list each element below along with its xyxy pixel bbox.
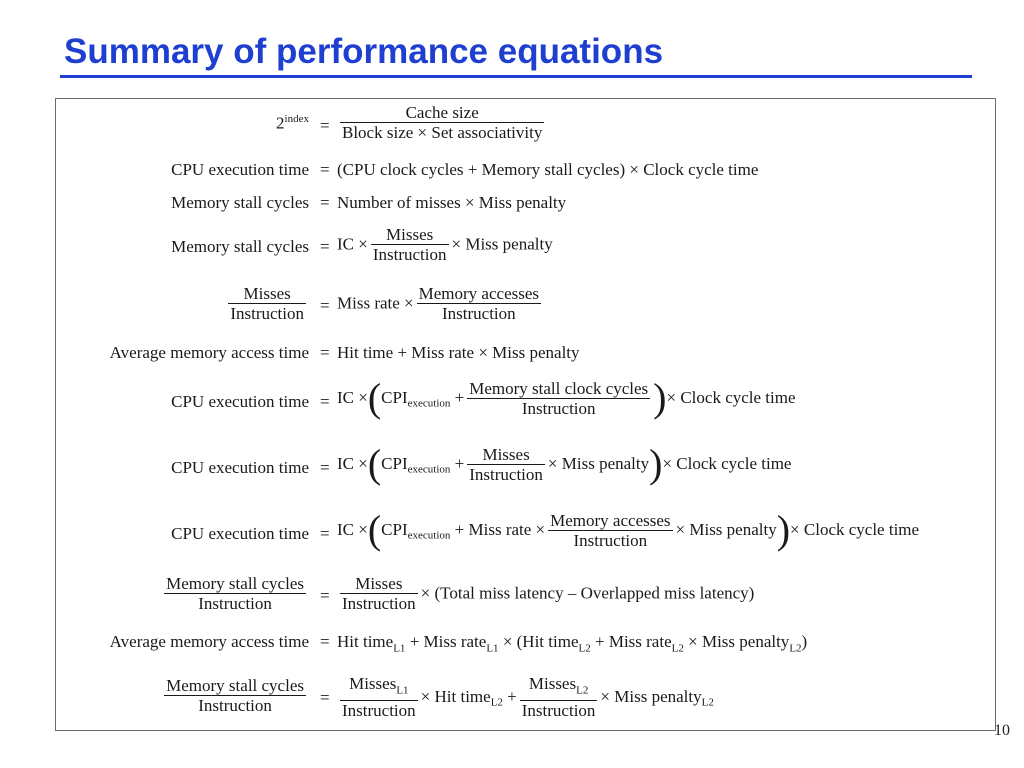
eq-rhs: Number of misses × Miss penalty	[337, 193, 567, 212]
eq-lhs: CPU execution time	[171, 524, 309, 543]
eq-rhs: IC $\times(CPI_{execution}$ + $\frac{\text{Memory stall clock cycles}}{\text{Instruction}}$ )× Clock cycle time	[337, 375, 796, 420]
eq-lhs: CPU execution time	[171, 160, 309, 179]
equation-misses-per-instruction	[0, 284, 1024, 328]
fraction: $\frac{\text{Misses}}{\text{Instruction}}$	[230, 284, 304, 323]
equals-sign: =	[320, 160, 330, 179]
fraction: $\frac{\text{Misses}}{\text{Instruction}}$	[372, 225, 447, 264]
eq-rhs: Hit time$_{L1}$ + Miss rate$_{L1}$ × (Hit time$_{L2}$ + Miss rate$_{L2}$ × Miss penalty$_{L2}$)	[337, 632, 808, 655]
equation-stall-two-level	[0, 674, 1024, 722]
equation-cpu-time-1	[0, 160, 1024, 182]
eq-lhs	[225, 284, 309, 323]
equation-cpu-time-4	[0, 507, 1024, 560]
equation-amat-1	[0, 343, 1024, 365]
equals-sign: =	[320, 688, 330, 707]
eq-lhs: $2^{index}$	[276, 113, 309, 133]
equals-sign: =	[320, 237, 330, 256]
fraction: $\frac{\text{Cache size}}{\text{Block size × Set associativity}}$	[342, 103, 543, 142]
eq-rhs	[337, 103, 547, 142]
fraction: $\frac{\text{Misses}}{\text{Instruction}}$	[469, 444, 543, 484]
fraction: $\frac{\text{Misses}}{\text{Instruction}}$	[342, 574, 416, 613]
eq-rhs: IC × $\frac{\text{Misses}}{\text{Instruction}}$ × Miss penalty	[337, 225, 553, 264]
eq-rhs: $\frac{Misses_{L1}}{\text{Instruction}}$ × Hit time$_{L2}$ + $\frac{Misses_{L2}}{\text{Instruction}}$ × Miss penalty$_{L2}$	[342, 674, 714, 721]
eq-rhs: (CPU clock cycles + Memory stall cycles) × Clock cycle time	[337, 160, 759, 179]
title-underline	[60, 75, 972, 78]
equals-sign: =	[320, 116, 330, 135]
equation-stall-latency	[0, 574, 1024, 618]
fraction: $\frac{\text{Memory accesses}}{\text{Instruction}}$	[418, 284, 540, 323]
equals-sign: =	[320, 458, 330, 477]
page-number: 10	[994, 722, 1010, 739]
equals-sign: =	[320, 586, 330, 605]
fraction: $\frac{Misses_{L1}}{\text{Instruction}}$	[342, 674, 416, 721]
equation-index-bits	[0, 103, 1024, 147]
eq-rhs: Hit time + Miss rate × Miss penalty	[337, 343, 580, 362]
fraction: $\frac{\text{Memory stall cycles}}{\text{Instruction}}$	[166, 676, 304, 715]
eq-rhs: IC $\times(CPI_{execution}$ + $\frac{\text{Misses}}{\text{Instruction}}$ × Miss penalty)× Clock cycle time	[337, 441, 792, 486]
equals-sign: =	[320, 524, 330, 543]
eq-lhs: CPU execution time	[171, 392, 309, 411]
equals-sign: =	[320, 392, 330, 411]
fraction: $\frac{\text{Memory stall cycles}}{\text{Instruction}}$	[166, 574, 304, 613]
eq-rhs: IC $\times(CPI_{execution}$ + Miss rate × $\frac{\text{Memory accesses}}{\text{Instruction}}$ × Miss penalty)× Clock cycle time	[337, 507, 920, 552]
eq-lhs: Memory stall cycles	[171, 193, 309, 212]
eq-lhs: Average memory access time	[109, 632, 309, 651]
equation-memory-stall-1	[0, 193, 1024, 215]
equation-amat-2	[0, 632, 1024, 656]
fraction: $\frac{\text{Memory accesses}}{\text{Instruction}}$	[550, 510, 671, 550]
eq-rhs: Miss rate × $\frac{\text{Memory accesses}}{\text{Instruction}}$	[337, 284, 540, 323]
eq-rhs: $\frac{\text{Misses}}{\text{Instruction}}$ × (Total miss latency – Overlapped miss latency)	[342, 574, 755, 613]
equals-sign: =	[320, 632, 330, 651]
equals-sign: =	[320, 296, 330, 315]
eq-lhs	[161, 676, 309, 715]
fraction: $\frac{\text{Memory stall clock cycles}}{\text{Instruction}}$	[469, 378, 649, 418]
equation-cpu-time-3	[0, 441, 1024, 494]
equals-sign: =	[320, 343, 330, 362]
eq-lhs	[161, 574, 309, 613]
eq-lhs: CPU execution time	[171, 458, 309, 477]
equation-memory-stall-2	[0, 225, 1024, 269]
eq-lhs: Average memory access time	[109, 343, 309, 362]
equation-cpu-time-2	[0, 375, 1024, 428]
eq-lhs: Memory stall cycles	[171, 237, 309, 256]
equals-sign: =	[320, 193, 330, 212]
fraction: $\frac{Misses_{L2}}{\text{Instruction}}$	[521, 674, 596, 721]
slide-title: Summary of performance equations	[64, 32, 664, 71]
